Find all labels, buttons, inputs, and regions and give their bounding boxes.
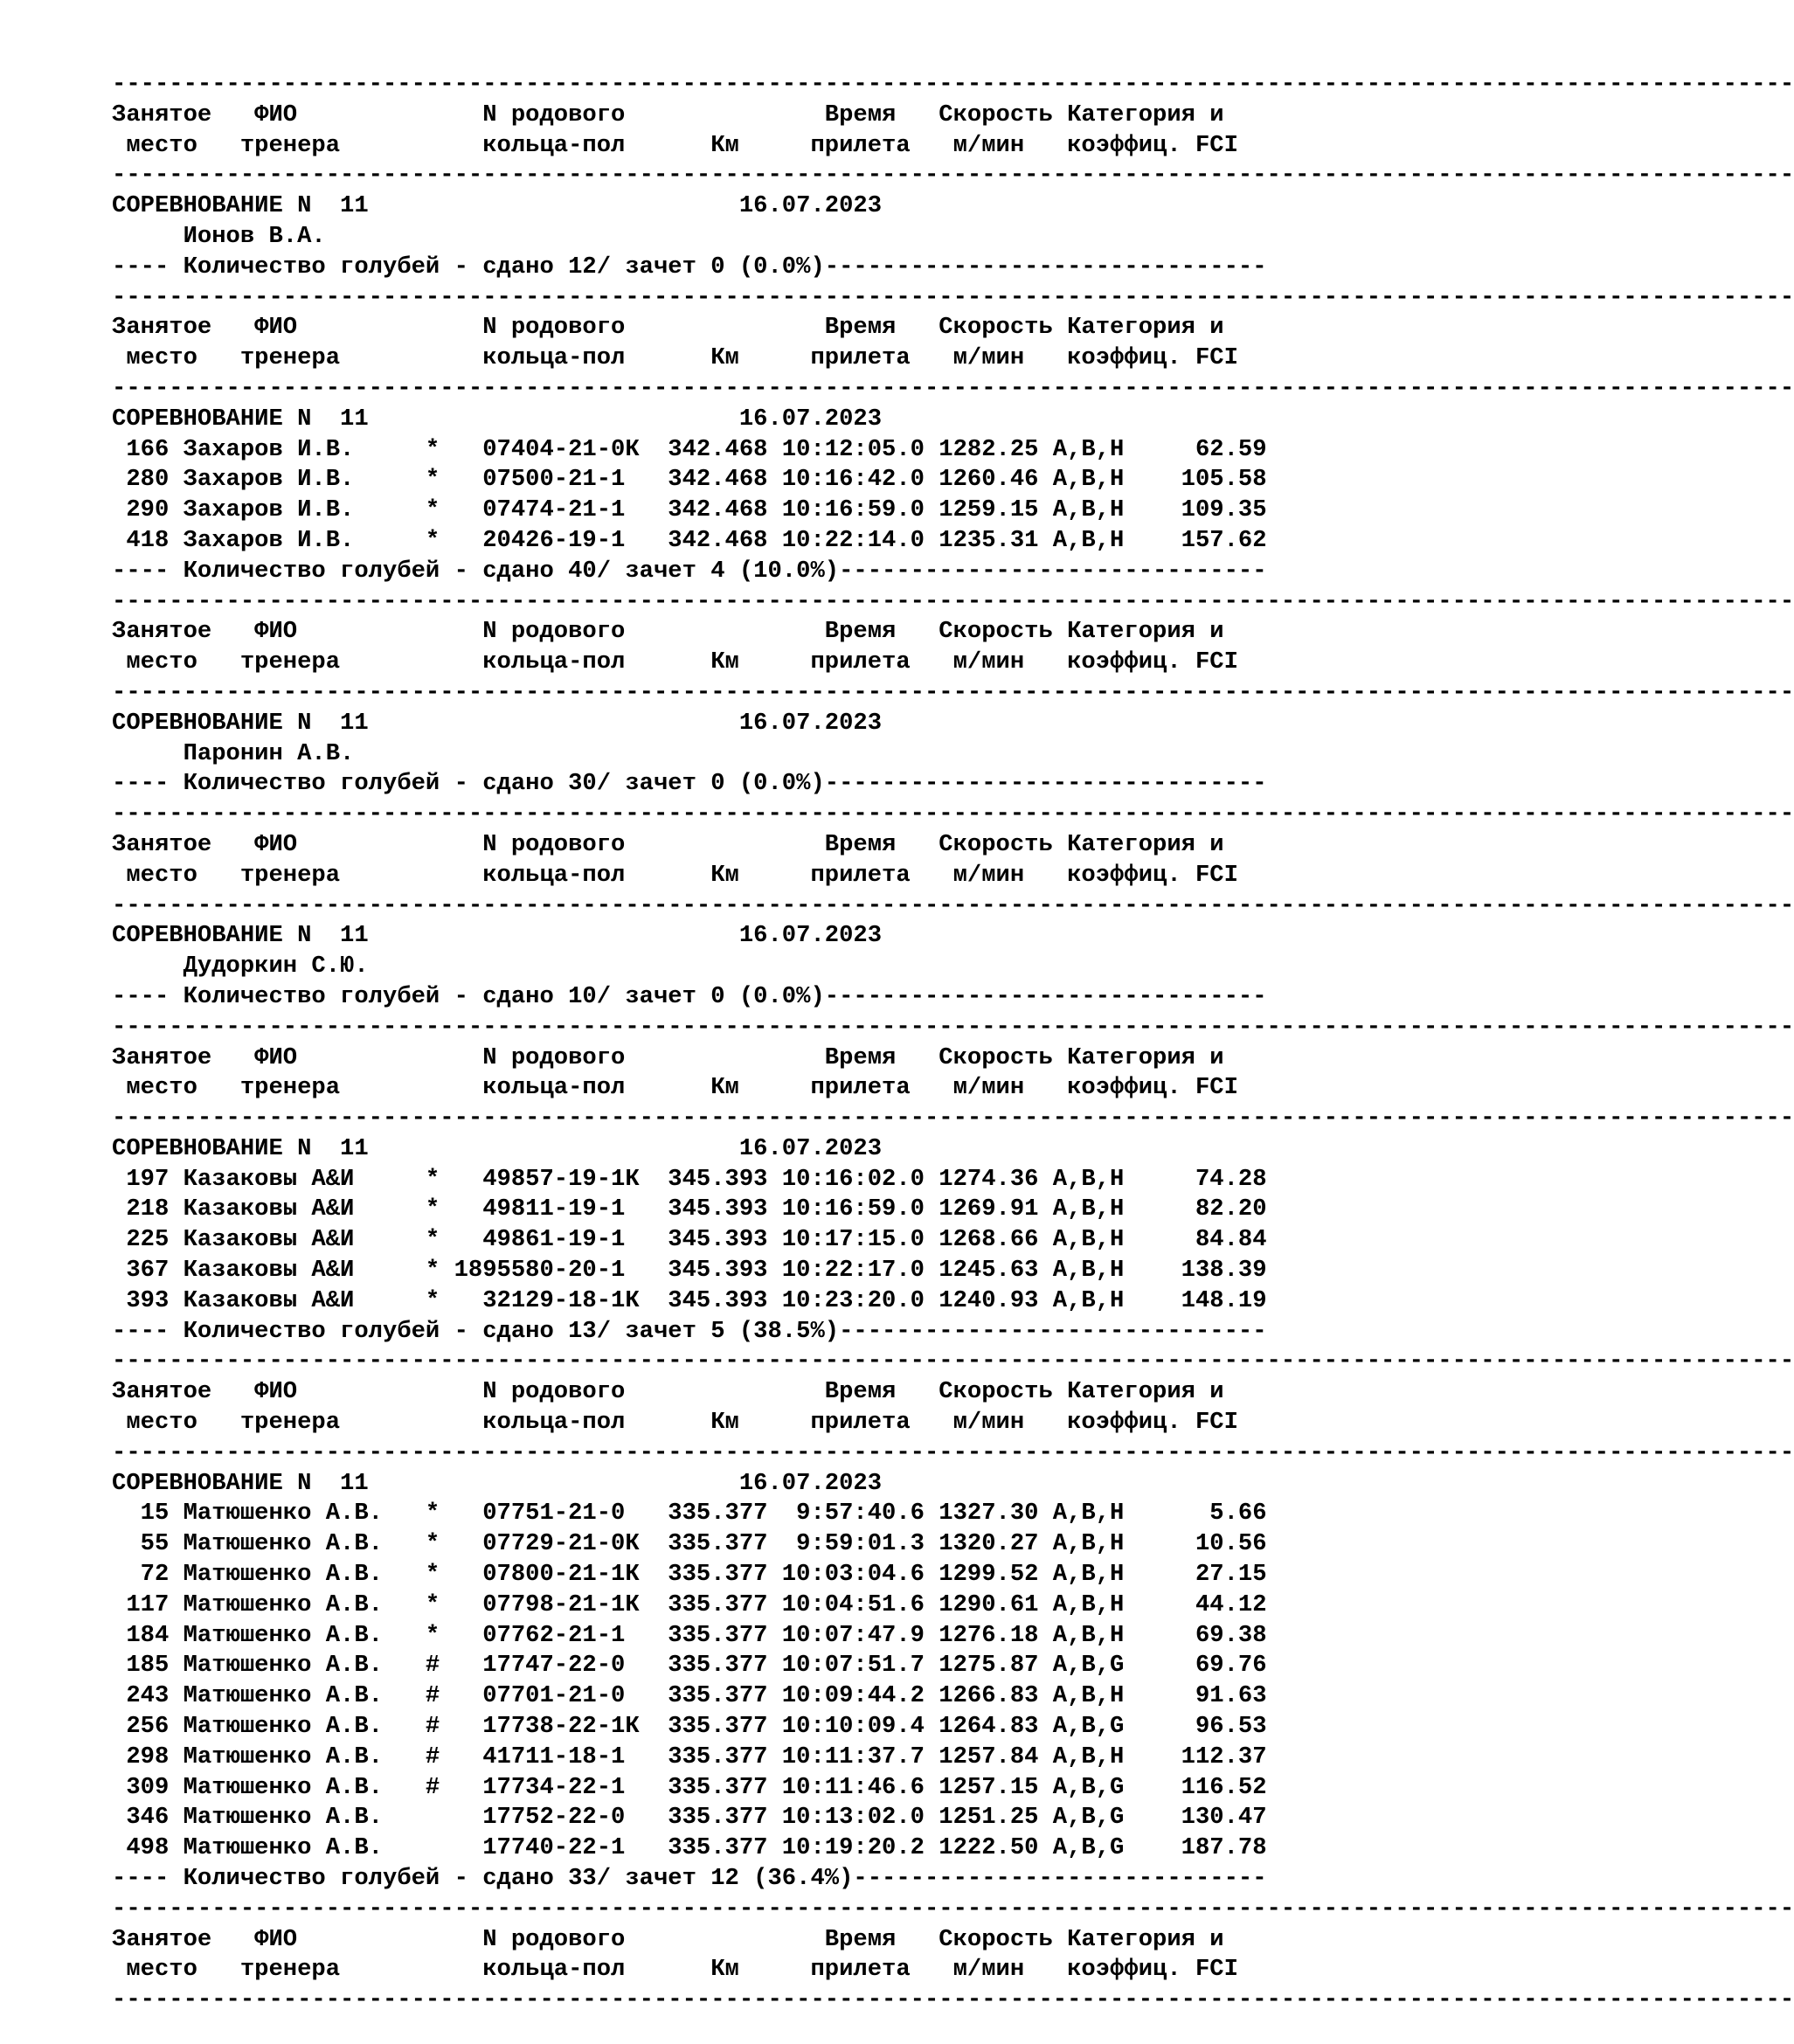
result-row: 55 Матюшенко А.В. * 07729-21-0К 335.377 9:59:01.3 1320.27 A,B,H 10.56 <box>112 1530 1267 1558</box>
competition-title: СОРЕВНОВАНИЕ N 11 16.07.2023 <box>112 192 883 220</box>
column-header-row-1: Занятое ФИО N родового Время Скорость Категория и <box>112 1378 1224 1406</box>
competition-title: СОРЕВНОВАНИЕ N 11 16.07.2023 <box>112 709 883 737</box>
result-row: 280 Захаров И.В. * 07500-21-1 342.468 10:16:42.0 1260.46 A,B,H 105.58 <box>112 466 1267 494</box>
column-header-row-1: Занятое ФИО N родового Время Скорость Категория и <box>112 1925 1224 1953</box>
result-row: Паронин А.В. <box>112 739 355 767</box>
section-summary: ---- Количество голубей - сдано 13/ зачет 5 (38.5%)------------------------------ <box>112 1317 1267 1345</box>
column-header-row-2: место тренера кольца-пол Км прилета м/мин коэффиц. FCI <box>112 344 1238 372</box>
competition-title: СОРЕВНОВАНИЕ N 11 16.07.2023 <box>112 1469 883 1497</box>
column-header-row-1: Занятое ФИО N родового Время Скорость Категория и <box>112 100 1224 128</box>
result-row: 243 Матюшенко А.В. # 07701-21-0 335.377 10:09:44.2 1266.83 A,B,H 91.63 <box>112 1682 1267 1710</box>
result-row: 185 Матюшенко А.В. # 17747-22-0 335.377 10:07:51.7 1275.87 A,B,G 69.76 <box>112 1652 1267 1680</box>
separator-line: ---------------------------------------------------------------------------------------------------------------------- <box>112 374 1794 402</box>
separator-line: ---------------------------------------------------------------------------------------------------------------------- <box>112 283 1794 311</box>
result-row: 256 Матюшенко А.В. # 17738-22-1К 335.377 10:10:09.4 1264.83 A,B,G 96.53 <box>112 1713 1267 1741</box>
separator-line: ---------------------------------------------------------------------------------------------------------------------- <box>112 1895 1794 1923</box>
result-row: 15 Матюшенко А.В. * 07751-21-0 335.377 9:57:40.6 1327.30 A,B,H 5.66 <box>112 1500 1267 1528</box>
column-header-row-1: Занятое ФИО N родового Время Скорость Категория и <box>112 830 1224 858</box>
column-header-row-1: Занятое ФИО N родового Время Скорость Категория и <box>112 618 1224 646</box>
separator-line: ---------------------------------------------------------------------------------------------------------------------- <box>112 1348 1794 1375</box>
separator-line: ---------------------------------------------------------------------------------------------------------------------- <box>112 162 1794 190</box>
result-row: Ионов В.А. <box>112 222 326 250</box>
section-summary: ---- Количество голубей - сдано 40/ зачет 4 (10.0%)------------------------------ <box>112 557 1267 585</box>
separator-line: ---------------------------------------------------------------------------------------------------------------------- <box>112 891 1794 919</box>
separator-line: ---------------------------------------------------------------------------------------------------------------------- <box>112 800 1794 828</box>
column-header-row-1: Занятое ФИО N родового Время Скорость Категория и <box>112 314 1224 342</box>
result-row: 367 Казаковы А&И * 1895580-20-1 345.393 10:22:17.0 1245.63 A,B,H 138.39 <box>112 1257 1267 1285</box>
competition-title: СОРЕВНОВАНИЕ N 11 16.07.2023 <box>112 922 883 950</box>
separator-line: ---------------------------------------------------------------------------------------------------------------------- <box>112 1013 1794 1041</box>
result-row: 225 Казаковы А&И * 49861-19-1 345.393 10:17:15.0 1268.66 A,B,H 84.84 <box>112 1226 1267 1254</box>
result-row: 346 Матюшенко А.В. 17752-22-0 335.377 10:13:02.0 1251.25 A,B,G 130.47 <box>112 1804 1267 1832</box>
column-header-row-2: место тренера кольца-пол Км прилета м/мин коэффиц. FCI <box>112 1074 1238 1102</box>
separator-line: ---------------------------------------------------------------------------------------------------------------------- <box>112 678 1794 706</box>
result-row: Дудоркин С.Ю. <box>112 953 369 980</box>
column-header-row-2: место тренера кольца-пол Км прилета м/мин коэффиц. FCI <box>112 131 1238 159</box>
column-header-row-2: место тренера кольца-пол Км прилета м/мин коэффиц. FCI <box>112 1409 1238 1437</box>
separator-line: ---------------------------------------------------------------------------------------------------------------------- <box>112 71 1794 98</box>
result-row: 498 Матюшенко А.В. 17740-22-1 335.377 10:19:20.2 1222.50 A,B,G 187.78 <box>112 1834 1267 1862</box>
column-header-row-2: место тренера кольца-пол Км прилета м/мин коэффиц. FCI <box>112 1956 1238 1984</box>
result-row: 418 Захаров И.В. * 20426-19-1 342.468 10:22:14.0 1235.31 A,B,H 157.62 <box>112 526 1267 554</box>
separator-line: ---------------------------------------------------------------------------------------------------------------------- <box>112 1438 1794 1466</box>
result-row: 218 Казаковы А&И * 49811-19-1 345.393 10:16:59.0 1269.91 A,B,H 82.20 <box>112 1195 1267 1223</box>
results-report <box>112 70 1794 2016</box>
result-row: 72 Матюшенко А.В. * 07800-21-1К 335.377 10:03:04.6 1299.52 A,B,H 27.15 <box>112 1561 1267 1589</box>
result-row: 393 Казаковы А&И * 32129-18-1К 345.393 10:23:20.0 1240.93 A,B,H 148.19 <box>112 1286 1267 1314</box>
column-header-row-2: место тренера кольца-пол Км прилета м/мин коэффиц. FCI <box>112 861 1238 889</box>
result-row: 298 Матюшенко А.В. # 41711-18-1 335.377 10:11:37.7 1257.84 A,B,H 112.37 <box>112 1743 1267 1770</box>
result-row: 184 Матюшенко А.В. * 07762-21-1 335.377 10:07:47.9 1276.18 A,B,H 69.38 <box>112 1621 1267 1649</box>
result-row: 197 Казаковы А&И * 49857-19-1К 345.393 10:16:02.0 1274.36 A,B,H 74.28 <box>112 1165 1267 1193</box>
column-header-row-1: Занятое ФИО N родового Время Скорость Категория и <box>112 1043 1224 1071</box>
column-header-row-2: место тренера кольца-пол Км прилета м/мин коэффиц. FCI <box>112 648 1238 676</box>
separator-line: ---------------------------------------------------------------------------------------------------------------------- <box>112 587 1794 615</box>
separator-line: ---------------------------------------------------------------------------------------------------------------------- <box>112 1105 1794 1133</box>
result-row: 309 Матюшенко А.В. # 17734-22-1 335.377 10:11:46.6 1257.15 A,B,G 116.52 <box>112 1773 1267 1801</box>
section-summary: ---- Количество голубей - сдано 10/ зачет 0 (0.0%)------------------------------- <box>112 982 1267 1010</box>
result-row: 117 Матюшенко А.В. * 07798-21-1К 335.377 10:04:51.6 1290.61 A,B,H 44.12 <box>112 1590 1267 1618</box>
result-row: 166 Захаров И.В. * 07404-21-0К 342.468 10:12:05.0 1282.25 A,B,H 62.59 <box>112 435 1267 463</box>
result-row: 290 Захаров И.В. * 07474-21-1 342.468 10:16:59.0 1259.15 A,B,H 109.35 <box>112 496 1267 524</box>
section-summary: ---- Количество голубей - сдано 33/ зачет 12 (36.4%)----------------------------- <box>112 1865 1267 1893</box>
competition-title: СОРЕВНОВАНИЕ N 11 16.07.2023 <box>112 1134 883 1162</box>
separator-line: ---------------------------------------------------------------------------------------------------------------------- <box>112 1986 1794 2014</box>
section-summary: ---- Количество голубей - сдано 30/ зачет 0 (0.0%)------------------------------- <box>112 770 1267 798</box>
section-summary: ---- Количество голубей - сдано 12/ зачет 0 (0.0%)------------------------------- <box>112 253 1267 281</box>
competition-title: СОРЕВНОВАНИЕ N 11 16.07.2023 <box>112 405 883 433</box>
